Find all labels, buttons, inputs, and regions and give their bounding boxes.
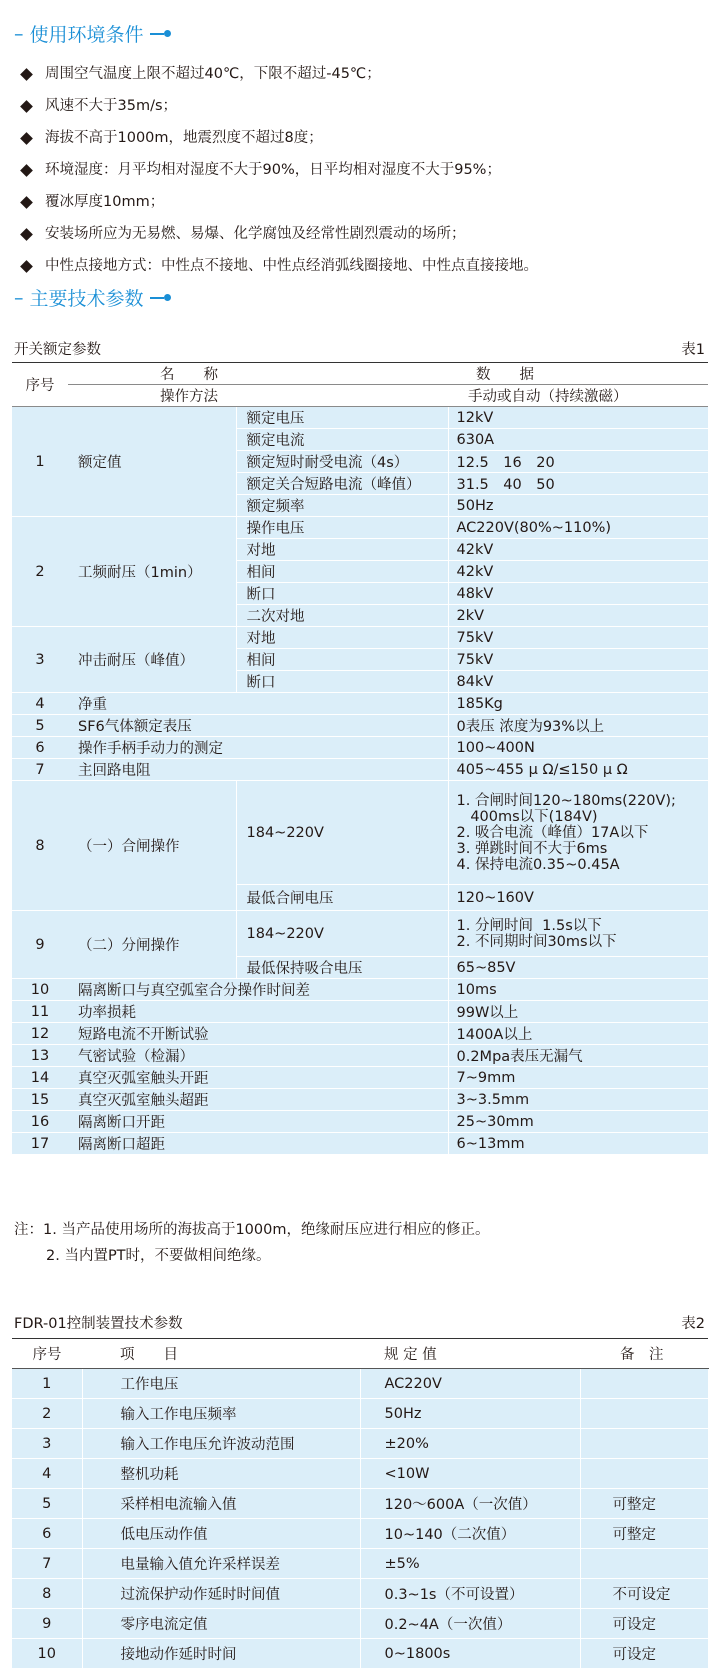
environment-list: [16, 58, 538, 282]
env-item: [16, 250, 538, 282]
row-name: 功率损耗: [68, 1001, 448, 1023]
row-no: 4: [12, 1459, 82, 1489]
table1-label: 表1: [681, 342, 705, 358]
row-item: 接地动作延时时间: [82, 1639, 360, 1669]
switch-rating-table: [12, 362, 708, 1155]
table-row: [12, 1001, 708, 1023]
row-no: 6: [12, 1519, 82, 1549]
value-line: 400ms以下(184V): [456, 808, 598, 825]
row-subname: 额定短时耐受电流（4s）: [236, 451, 448, 473]
table-row: [12, 1045, 708, 1067]
row-value: 75kV: [448, 649, 708, 671]
row-name: SF6气体额定表压: [68, 715, 448, 737]
row-name: 短路电流不开断试验: [68, 1023, 448, 1045]
table-row: [12, 1639, 708, 1669]
row-value: 75kV: [448, 627, 708, 649]
row-subname: 最低保持吸合电压: [236, 957, 448, 979]
row-item: 过流保护动作延时时间值: [82, 1579, 360, 1609]
row-name: 隔离断口开距: [68, 1111, 448, 1133]
env-item-text: 周围空气温度上限不超过40℃，下限不超过-45℃；: [45, 66, 381, 82]
row-no: 15: [12, 1089, 68, 1111]
row-value: 405~455 μ Ω/≤150 μ Ω: [448, 759, 708, 781]
table-row: [12, 1459, 708, 1489]
env-item: [16, 58, 538, 90]
row-no: 10: [12, 979, 68, 1001]
row-name: 额定值: [68, 407, 236, 517]
row-name: 净重: [68, 693, 448, 715]
section-title-parameters: [14, 284, 171, 311]
row-no: 9: [12, 911, 68, 979]
env-item-text: 安装场所应为无易燃、易爆、化学腐蚀及经常性剧烈震动的场所；: [45, 226, 466, 242]
control-device-table: [12, 1338, 709, 1669]
header-operation: 操作方法: [68, 385, 448, 407]
row-subname: 额定电流: [236, 429, 448, 451]
table-row: [12, 1399, 708, 1429]
header-name: 名 称: [68, 363, 448, 385]
row-value: 50Hz: [448, 495, 708, 517]
row-remark: [580, 1369, 708, 1399]
table-row: [12, 759, 708, 781]
table-row: [12, 627, 708, 649]
header-no: 序号: [12, 363, 68, 407]
row-value: 42kV: [448, 561, 708, 583]
row-remark: 可设定: [580, 1609, 708, 1639]
row-value: 10ms: [448, 979, 708, 1001]
value-line: 1. 分闸时间 1.5s以下: [456, 917, 602, 934]
row-subname: 额定关合短路电流（峰值）: [236, 473, 448, 495]
row-item: 零序电流定值: [82, 1609, 360, 1639]
row-no: 11: [12, 1001, 68, 1023]
row-remark: [580, 1399, 708, 1429]
table-row: [12, 1369, 708, 1399]
row-no: 17: [12, 1133, 68, 1155]
row-subname: 对地: [236, 627, 448, 649]
title-dot-icon: [150, 294, 171, 301]
row-value: 25~30mm: [448, 1111, 708, 1133]
row-no: 1: [12, 407, 68, 517]
table-row: [12, 1519, 708, 1549]
row-remark: 可设定: [580, 1639, 708, 1669]
row-name: 真空灭弧室触头开距: [68, 1067, 448, 1089]
row-no: 16: [12, 1111, 68, 1133]
table2-label: 表2: [681, 1316, 705, 1332]
env-item: [16, 186, 538, 218]
row-name: 隔离断口与真空弧室合分操作时间差: [68, 979, 448, 1001]
row-value: AC220V(80%~110%): [448, 517, 708, 539]
row-subname: 相间: [236, 561, 448, 583]
row-value: 42kV: [448, 539, 708, 561]
t2-header-remark: 备 注: [580, 1339, 708, 1369]
row-value: 3~3.5mm: [448, 1089, 708, 1111]
notes: [14, 1217, 489, 1269]
row-value: 120~160V: [448, 885, 708, 911]
row-no: 3: [12, 627, 68, 693]
table-row: [12, 715, 708, 737]
table-row: [12, 1089, 708, 1111]
env-item: [16, 90, 538, 122]
row-value: 6~13mm: [448, 1133, 708, 1155]
row-value: [448, 911, 708, 957]
row-subname: 断口: [236, 583, 448, 605]
row-name: 隔离断口超距: [68, 1133, 448, 1155]
row-value: [448, 781, 708, 885]
env-item-text: 风速不大于35m/s；: [45, 98, 178, 114]
row-value: 0.2~4A（一次值）: [360, 1609, 580, 1639]
row-remark: [580, 1549, 708, 1579]
row-name: 气密试验（检漏）: [68, 1045, 448, 1067]
table-row: [12, 1023, 708, 1045]
section-title-text: 使用环境条件: [29, 24, 144, 46]
row-subname: 相间: [236, 649, 448, 671]
title-dash-icon: –: [14, 22, 24, 45]
row-name: 操作手柄手动力的测定: [68, 737, 448, 759]
row-no: 13: [12, 1045, 68, 1067]
section-title-text: 主要技术参数: [29, 288, 144, 310]
table-row: [12, 781, 708, 885]
value-line: 2. 不同期时间30ms以下: [456, 933, 617, 950]
diamond-bullet-icon: [20, 132, 33, 145]
row-no: 12: [12, 1023, 68, 1045]
table-row: [12, 737, 708, 759]
row-value: 0.2Mpa表压无漏气: [448, 1045, 708, 1067]
row-name: 主回路电阻: [68, 759, 448, 781]
row-item: 输入工作电压允许波动范围: [82, 1429, 360, 1459]
note-2: 2. 当内置PT时，不要做相间绝缘。: [46, 1248, 271, 1264]
env-item-text: 海拔不高于1000m，地震烈度不超过8度；: [45, 130, 323, 146]
row-remark: [580, 1459, 708, 1489]
row-no: 7: [12, 759, 68, 781]
row-subname: 184~220V: [236, 781, 448, 885]
row-subname: 最低合闸电压: [236, 885, 448, 911]
row-name: 真空灭弧室触头超距: [68, 1089, 448, 1111]
diamond-bullet-icon: [20, 228, 33, 241]
table-row: [12, 407, 708, 429]
row-no: 8: [12, 1579, 82, 1609]
row-no: 4: [12, 693, 68, 715]
row-remark: 可整定: [580, 1489, 708, 1519]
row-no: 6: [12, 737, 68, 759]
t2-header-value: 规 定 值: [360, 1339, 580, 1369]
diamond-bullet-icon: [20, 196, 33, 209]
table-row: [12, 517, 708, 539]
row-value: 0~1800s: [360, 1639, 580, 1669]
title-dash-icon: –: [14, 286, 24, 309]
row-value: 12.5 16 20: [448, 451, 708, 473]
row-name: （一）合闸操作: [68, 781, 236, 911]
row-no: 5: [12, 715, 68, 737]
env-item-text: 环境湿度：月平均相对湿度不大于90%，日平均相对湿度不大于95%；: [45, 162, 501, 178]
row-no: 3: [12, 1429, 82, 1459]
t2-header-item: 项 目: [82, 1339, 360, 1369]
table-row: [12, 1549, 708, 1579]
diamond-bullet-icon: [20, 68, 33, 81]
header-operation-value: 手动或自动（持续激磁）: [448, 385, 708, 407]
row-value: 2kV: [448, 605, 708, 627]
row-subname: 184~220V: [236, 911, 448, 957]
value-line: 3. 弹跳时间不大于6ms: [456, 840, 608, 857]
row-no: 10: [12, 1639, 82, 1669]
row-no: 2: [12, 517, 68, 627]
row-value: ±20%: [360, 1429, 580, 1459]
row-value: AC220V: [360, 1369, 580, 1399]
row-item: 采样相电流输入值: [82, 1489, 360, 1519]
diamond-bullet-icon: [20, 260, 33, 273]
row-value: 84kV: [448, 671, 708, 693]
note-1: 注：1. 当产品使用场所的海拔高于1000m，绝缘耐压应进行相应的修正。: [14, 1222, 490, 1238]
diamond-bullet-icon: [20, 100, 33, 113]
row-item: 工作电压: [82, 1369, 360, 1399]
row-value: 0.3~1s（不可设置）: [360, 1579, 580, 1609]
table-row: [12, 1429, 708, 1459]
row-remark: 不可设定: [580, 1579, 708, 1609]
row-name: （二）分闸操作: [68, 911, 236, 979]
table-row: [12, 1489, 708, 1519]
row-no: 2: [12, 1399, 82, 1429]
table-row: [12, 1579, 708, 1609]
row-no: 1: [12, 1369, 82, 1399]
row-value: 99W以上: [448, 1001, 708, 1023]
header-data: 数 据: [448, 363, 708, 385]
row-name: 工频耐压（1min）: [68, 517, 236, 627]
table-row: [12, 1111, 708, 1133]
row-value: <10W: [360, 1459, 580, 1489]
section-title-environment: [14, 20, 171, 47]
row-remark: 可整定: [580, 1519, 708, 1549]
t2-header-no: 序号: [12, 1339, 82, 1369]
row-subname: 操作电压: [236, 517, 448, 539]
row-value: 7~9mm: [448, 1067, 708, 1089]
row-value: 100~400N: [448, 737, 708, 759]
table-row: [12, 911, 708, 957]
row-no: 8: [12, 781, 68, 911]
value-line: 1. 合闸时间120~180ms(220V);: [456, 792, 676, 809]
value-line: 4. 保持电流0.35~0.45A: [456, 856, 620, 873]
table-row: [12, 1133, 708, 1155]
row-subname: 二次对地: [236, 605, 448, 627]
title-dot-icon: [150, 30, 171, 37]
row-value: 65~85V: [448, 957, 708, 979]
row-value: 630A: [448, 429, 708, 451]
env-item-text: 中性点接地方式：中性点不接地、中性点经消弧线圈接地、中性点直接接地。: [45, 258, 538, 274]
row-value: 12kV: [448, 407, 708, 429]
table-row: [12, 1609, 708, 1639]
env-item: [16, 122, 538, 154]
row-value: 1400A以上: [448, 1023, 708, 1045]
row-subname: 额定频率: [236, 495, 448, 517]
diamond-bullet-icon: [20, 164, 33, 177]
table-row: [12, 979, 708, 1001]
row-item: 低电压动作值: [82, 1519, 360, 1549]
row-no: 5: [12, 1489, 82, 1519]
row-value: 0表压 浓度为93%以上: [448, 715, 708, 737]
row-subname: 额定电压: [236, 407, 448, 429]
row-value: 185Kg: [448, 693, 708, 715]
table2-caption: FDR-01控制装置技术参数: [14, 1316, 183, 1332]
row-value: 120～600A（一次值）: [360, 1489, 580, 1519]
row-item: 输入工作电压频率: [82, 1399, 360, 1429]
row-value: 10~140（二次值）: [360, 1519, 580, 1549]
row-value: 50Hz: [360, 1399, 580, 1429]
env-item: [16, 218, 538, 250]
value-line: 2. 吸合电流（峰值）17A以下: [456, 824, 649, 841]
row-name: 冲击耐压（峰值）: [68, 627, 236, 693]
row-item: 电量输入值允许采样误差: [82, 1549, 360, 1579]
env-item: [16, 154, 538, 186]
table-row: [12, 693, 708, 715]
env-item-text: 覆冰厚度10mm；: [45, 194, 165, 210]
row-no: 14: [12, 1067, 68, 1089]
row-subname: 断口: [236, 671, 448, 693]
table-row: [12, 1067, 708, 1089]
row-remark: [580, 1429, 708, 1459]
row-value: 31.5 40 50: [448, 473, 708, 495]
row-value: 48kV: [448, 583, 708, 605]
row-value: ±5%: [360, 1549, 580, 1579]
row-no: 9: [12, 1609, 82, 1639]
row-item: 整机功耗: [82, 1459, 360, 1489]
row-no: 7: [12, 1549, 82, 1579]
table1-caption: 开关额定参数: [14, 342, 101, 358]
row-subname: 对地: [236, 539, 448, 561]
